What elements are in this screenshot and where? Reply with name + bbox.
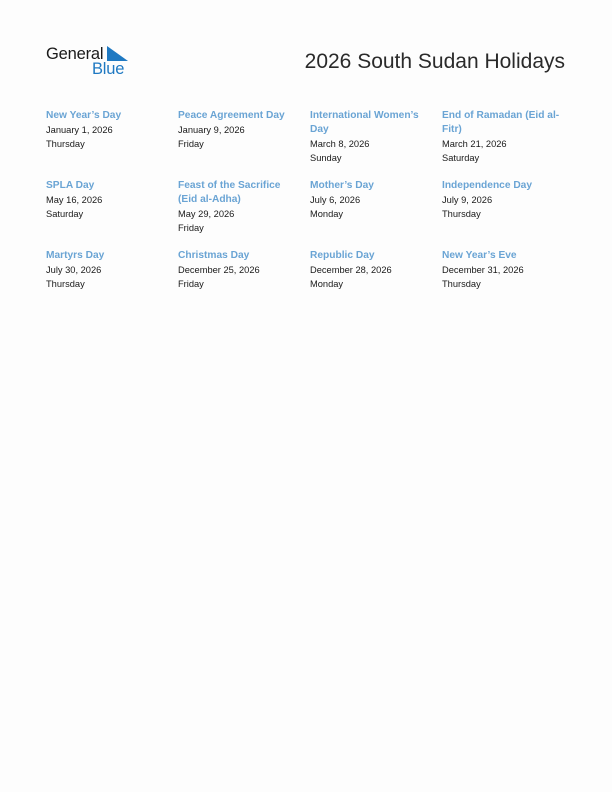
holiday-weekday: Monday xyxy=(310,209,344,219)
page-title: 2026 South Sudan Holidays xyxy=(304,50,565,73)
holiday-name: Christmas Day xyxy=(178,250,250,261)
holiday-name: Martyrs Day xyxy=(46,250,105,261)
holiday-name: SPLA Day xyxy=(46,180,95,191)
holiday-item xyxy=(178,109,310,165)
holiday-item xyxy=(442,179,574,235)
holiday-item xyxy=(310,249,442,291)
holiday-name: Republic Day xyxy=(310,250,375,261)
holiday-date: March 8, 2026 xyxy=(310,139,370,149)
holiday-weekday: Thursday xyxy=(442,209,481,219)
holiday-weekday: Friday xyxy=(178,139,204,149)
holiday-name: New Year’s Day xyxy=(46,110,122,121)
holiday-date: January 1, 2026 xyxy=(46,125,113,135)
logo xyxy=(46,44,130,80)
holiday-date: May 29, 2026 xyxy=(178,209,235,219)
holiday-weekday: Saturday xyxy=(442,153,480,163)
holiday-item xyxy=(178,179,310,235)
holiday-date: December 28, 2026 xyxy=(310,265,392,275)
holiday-weekday: Friday xyxy=(178,279,204,289)
holiday-name: End of Ramadan (Eid al-Fitr) xyxy=(442,110,560,135)
holiday-grid xyxy=(46,109,576,291)
holiday-date: July 9, 2026 xyxy=(442,195,493,205)
holiday-item xyxy=(178,249,310,291)
holiday-date: December 25, 2026 xyxy=(178,265,260,275)
holiday-date: March 21, 2026 xyxy=(442,139,507,149)
holiday-name: Feast of the Sacrifice (Eid al-Adha) xyxy=(178,180,281,205)
holiday-item xyxy=(46,109,178,165)
holiday-name: International Women’s Day xyxy=(310,110,419,135)
holiday-name: Mother’s Day xyxy=(310,180,374,191)
holiday-item xyxy=(310,179,442,235)
holiday-weekday: Sunday xyxy=(310,153,342,163)
holiday-name: New Year’s Eve xyxy=(442,250,517,261)
holiday-name: Peace Agreement Day xyxy=(178,110,285,121)
holiday-date: July 6, 2026 xyxy=(310,195,361,205)
logo-triangle-icon xyxy=(107,46,128,61)
holiday-item xyxy=(442,109,574,165)
holiday-date: December 31, 2026 xyxy=(442,265,524,275)
holiday-name: Independence Day xyxy=(442,180,533,191)
holiday-weekday: Thursday xyxy=(46,279,85,289)
holiday-item xyxy=(46,249,178,291)
logo-text-general: General xyxy=(46,45,104,63)
holiday-weekday: Thursday xyxy=(46,139,85,149)
logo-text-blue: Blue xyxy=(92,60,125,78)
holiday-weekday: Saturday xyxy=(46,209,84,219)
holiday-item xyxy=(46,179,178,235)
holiday-date: January 9, 2026 xyxy=(178,125,245,135)
holiday-item xyxy=(310,109,442,165)
holiday-date: July 30, 2026 xyxy=(46,265,102,275)
holiday-weekday: Monday xyxy=(310,279,344,289)
holiday-weekday: Friday xyxy=(178,223,204,233)
holiday-date: May 16, 2026 xyxy=(46,195,103,205)
holiday-item xyxy=(442,249,574,291)
holiday-weekday: Thursday xyxy=(442,279,481,289)
